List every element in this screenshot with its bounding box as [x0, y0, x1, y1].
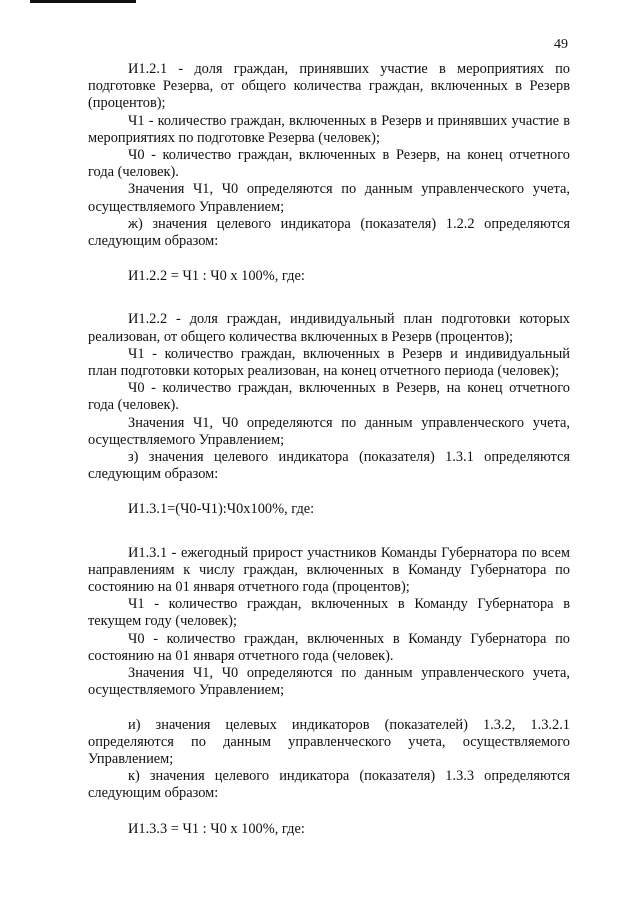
paragraph-i131-definition: И1.3.1 - ежегодный прирост участников Команды Губернатора по всем направлениям к числу граждан, включенных в Команду Губернатора по состоянию на 01 января отчетного года (процентов);: [88, 544, 570, 596]
paragraph-ch1-definition: Ч1 - количество граждан, включенных в Резерв и принявших участие в мероприятиях по подготовке Резерва (человек);: [88, 112, 570, 146]
paragraph-ch1-definition-3: Ч1 - количество граждан, включенных в Команду Губернатора в текущем году (человек);: [88, 596, 570, 630]
paragraph-values-source-3: Значения Ч1, Ч0 определяются по данным управленческого учета, осуществляемого Управлением;: [88, 665, 570, 699]
paragraph-ch0-definition: Ч0 - количество граждан, включенных в Резерв, на конец отчетного года (человек).: [88, 147, 570, 181]
paragraph-values-source: Значения Ч1, Ч0 определяются по данным управленческого учета, осуществляемого Управлением;: [88, 181, 570, 215]
paragraph-values-source-2: Значения Ч1, Ч0 определяются по данным управленческого учета, осуществляемого Управлением;: [88, 414, 570, 448]
paragraph-item-z: з) значения целевого индикатора (показателя) 1.3.1 определяются следующим образом:: [88, 449, 570, 483]
paragraph-item-zh: ж) значения целевого индикатора (показателя) 1.2.2 определяются следующим образом:: [88, 215, 570, 250]
paragraph-ch0-definition-3: Ч0 - количество граждан, включенных в Команду Губернатора по состоянию на 01 января отчетного года (человек).: [88, 630, 570, 664]
page-number: 49: [554, 37, 568, 52]
paragraph-ch0-definition-2: Ч0 - количество граждан, включенных в Резерв, на конец отчетного года (человек).: [88, 380, 570, 414]
paragraph-i121-definition: И1.2.1 - доля граждан, принявших участие в мероприятиях по подготовке Резерва, от общего количества граждан, включенных в Резерв (процентов);: [88, 61, 570, 112]
paragraph-i122-definition: И1.2.2 - доля граждан, индивидуальный план подготовки которых реализован, от общего количества включенных в Резерв (процентов);: [88, 311, 570, 345]
formula-i131: И1.3.1=(Ч0-Ч1):Ч0х100%, где:: [128, 501, 315, 518]
formula-i133: И1.3.3 = Ч1 : Ч0 х 100%, где:: [128, 820, 305, 837]
formula-i122: И1.2.2 = Ч1 : Ч0 х 100%, где:: [128, 268, 305, 285]
paragraph-item-k: к) значения целевого индикатора (показателя) 1.3.3 определяются следующим образом:: [88, 768, 570, 802]
top-rule: [30, 0, 136, 3]
paragraph-ch1-definition-2: Ч1 - количество граждан, включенных в Резерв и индивидуальный план подготовки которых реализован, на конец отчетного периода (человек);: [88, 345, 570, 380]
document-body: [88, 61, 570, 838]
paragraph-item-i: и) значения целевых индикаторов (показателей) 1.3.2, 1.3.2.1 определяются по данным управленческого учета, осуществляемого Управлением;: [88, 716, 570, 767]
